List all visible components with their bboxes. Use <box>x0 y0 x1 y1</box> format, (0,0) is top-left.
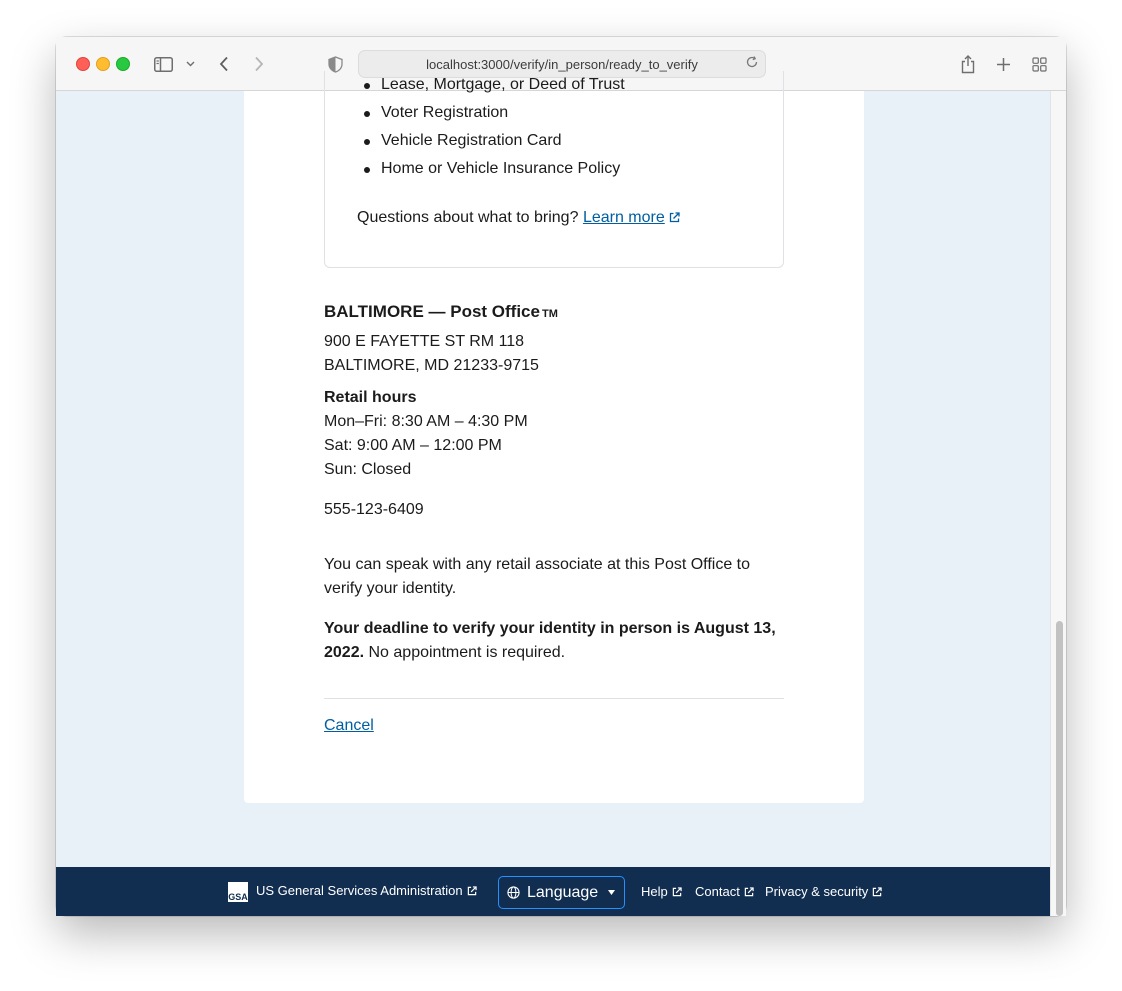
browser-window <box>56 37 1066 916</box>
what-to-bring-box <box>324 71 784 268</box>
cancel-link[interactable]: Cancel <box>324 717 374 734</box>
external-link-icon <box>872 885 882 900</box>
gsa-link[interactable] <box>256 883 477 899</box>
new-tab-icon[interactable] <box>995 53 1011 75</box>
help-link[interactable] <box>641 884 682 900</box>
address-line-2: BALTIMORE, MD 21233-9715 <box>324 357 539 374</box>
list-item: Vehicle Registration Card <box>381 127 625 155</box>
zoom-window-button[interactable] <box>116 57 130 71</box>
gsa-logo: GSA <box>228 882 248 902</box>
deadline-rest: No appointment is required. <box>368 644 566 661</box>
close-window-button[interactable] <box>76 57 90 71</box>
location-phone: 555-123-6409 <box>324 501 424 518</box>
location-name-text: BALTIMORE — Post Office <box>324 302 540 321</box>
reload-icon[interactable] <box>745 55 759 72</box>
contact-label: Contact <box>695 884 740 899</box>
help-label: Help <box>641 884 668 899</box>
sidebar-icon[interactable] <box>153 53 173 75</box>
language-button[interactable] <box>498 876 625 909</box>
hours-sunday: Sun: Closed <box>324 461 412 478</box>
document-list <box>357 71 625 183</box>
external-link-icon <box>467 884 477 899</box>
associate-info-text: You can speak with any retail associate at this Post Office to verify your identity. <box>324 556 751 597</box>
privacy-link[interactable] <box>765 884 882 900</box>
forward-icon[interactable] <box>252 53 266 75</box>
external-link-icon <box>672 885 682 900</box>
globe-icon <box>507 886 520 899</box>
hours-weekday: Mon–Fri: 8:30 AM – 4:30 PM <box>324 413 528 430</box>
chevron-down-icon[interactable] <box>185 53 195 75</box>
questions-text: Questions about what to bring? <box>357 209 579 226</box>
deadline-text <box>324 617 784 665</box>
location-name <box>324 302 558 322</box>
hours-saturday: Sat: 9:00 AM – 12:00 PM <box>324 437 502 454</box>
list-item: Lease, Mortgage, or Deed of Trust <box>381 71 625 99</box>
learn-more-label: Learn more <box>582 209 665 226</box>
questions-line <box>357 209 680 228</box>
external-link-icon <box>669 210 680 228</box>
deadline-bold: Your deadline to verify your identity in person is August 13, 2022. <box>324 620 776 661</box>
learn-more-link[interactable] <box>583 209 680 226</box>
minimize-window-button[interactable] <box>96 57 110 71</box>
url-text: localhost:3000/verify/in_person/ready_to_verify <box>426 56 698 72</box>
gsa-link-label: US General Services Administration <box>256 883 463 898</box>
divider <box>324 698 784 699</box>
page-viewport <box>56 76 1066 916</box>
vertical-scrollbar[interactable] <box>1050 91 1066 916</box>
tab-overview-icon[interactable] <box>1031 53 1047 75</box>
list-item: Voter Registration <box>381 99 625 127</box>
privacy-label: Privacy & security <box>765 884 869 899</box>
share-icon[interactable] <box>960 53 976 75</box>
contact-link[interactable] <box>695 884 754 900</box>
scrollbar-thumb[interactable] <box>1056 621 1063 916</box>
back-icon[interactable] <box>217 53 231 75</box>
list-item: Home or Vehicle Insurance Policy <box>381 155 625 183</box>
address-line-1: 900 E FAYETTE ST RM 118 <box>324 333 525 350</box>
external-link-icon <box>744 885 754 900</box>
caret-down-icon <box>608 890 615 895</box>
retail-hours-heading: Retail hours <box>324 389 417 406</box>
content-card <box>244 76 864 803</box>
language-label: Language <box>527 883 599 901</box>
trademark-mark: TM <box>541 308 558 320</box>
site-footer <box>56 867 1051 916</box>
